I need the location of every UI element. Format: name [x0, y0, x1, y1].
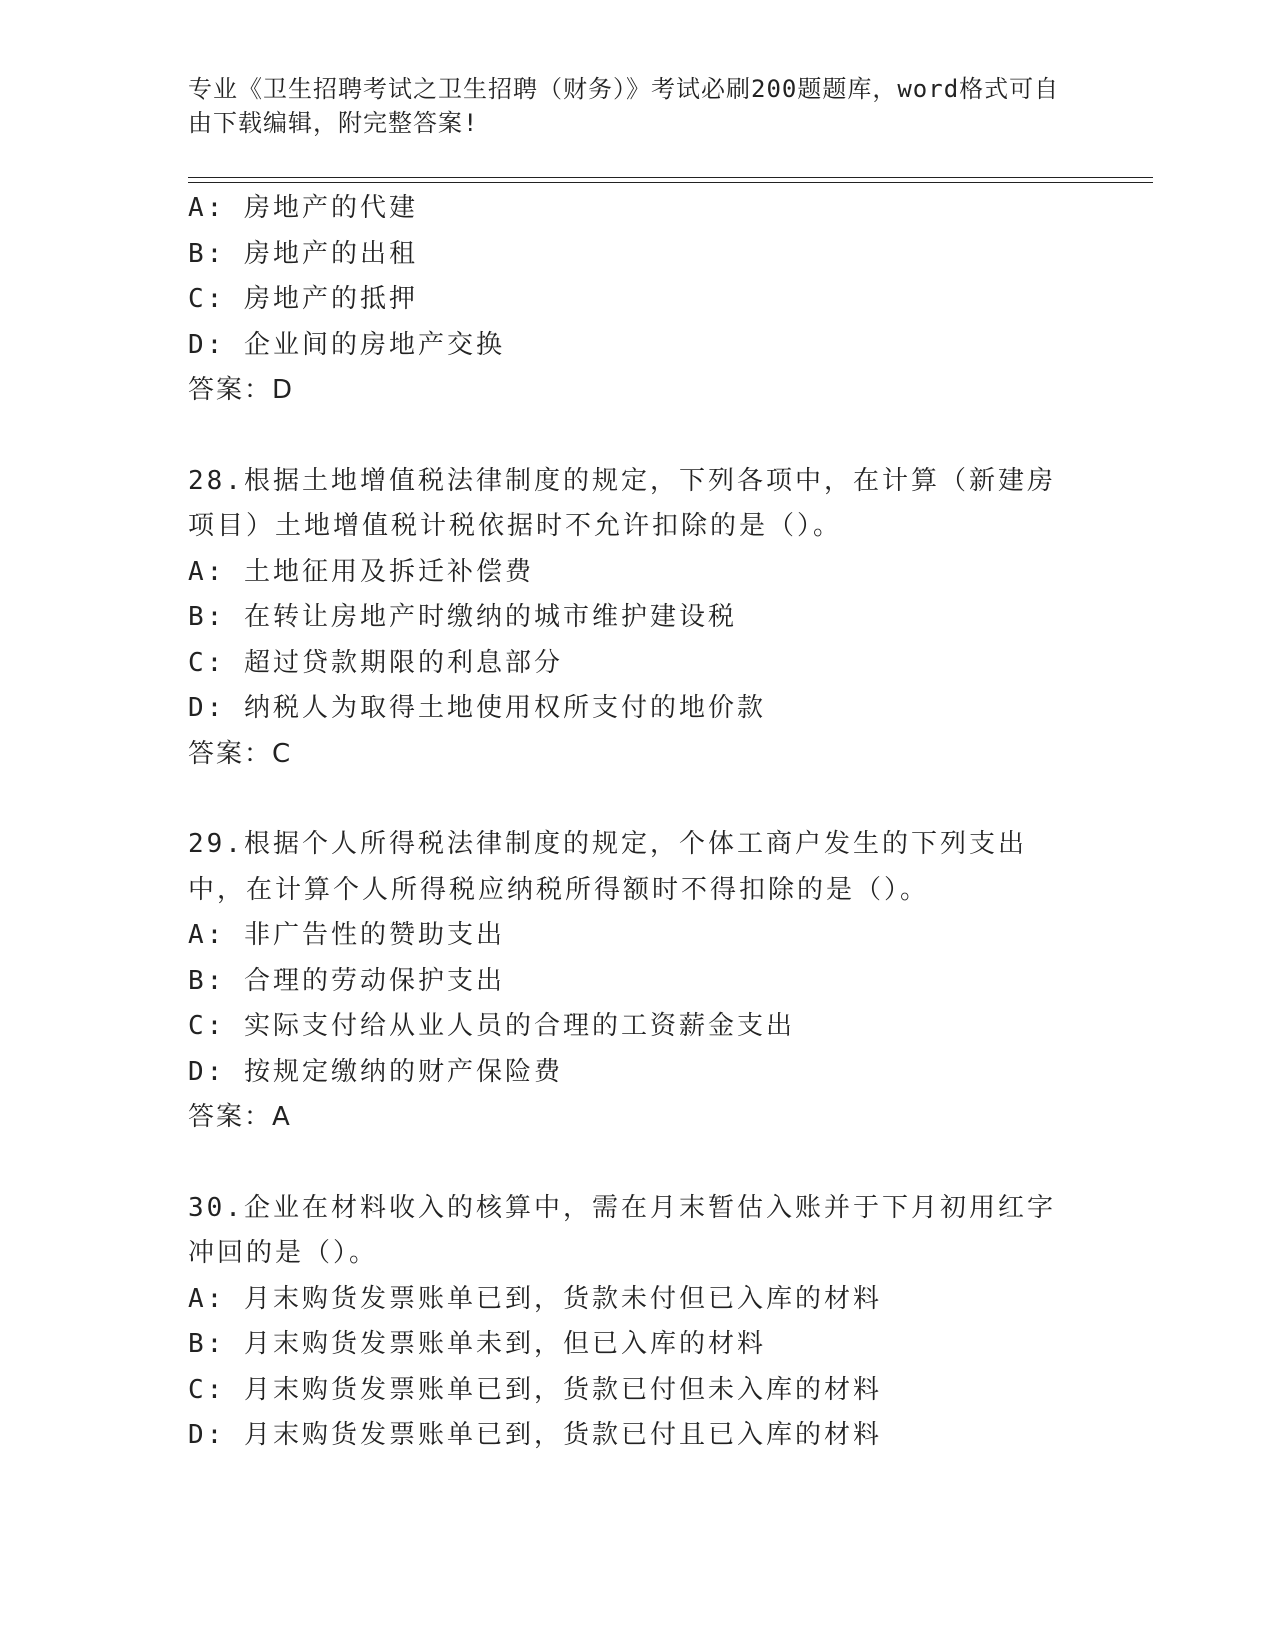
option-c: C: 超过贷款期限的利息部分 — [188, 647, 563, 678]
option-b: B: 房地产的出租 — [188, 238, 418, 269]
answer-line: 答案：C — [188, 738, 293, 769]
answer-line: 答案：A — [188, 1102, 292, 1132]
option-a: A: 房地产的代建 — [188, 193, 418, 223]
spacer — [188, 777, 1108, 822]
question-stem: 30.企业在材料收入的核算中，需在月末暂估入账并于下月初用红字冲回的是（）。 — [188, 1192, 1056, 1268]
spacer — [188, 1141, 1108, 1186]
option-c: C: 实际支付给从业人员的合理的工资薪金支出 — [188, 1011, 795, 1041]
question-27 — [188, 186, 1108, 414]
option-a: A: 土地征用及拆迁补偿费 — [188, 556, 534, 587]
option-d: D: 月末购货发票账单已到，货款已付且已入库的材料 — [188, 1420, 882, 1450]
option-b: B: 月末购货发票账单未到，但已入库的材料 — [188, 1329, 766, 1359]
header-divider-top — [188, 177, 1153, 178]
option-c: C: 月末购货发票账单已到，货款已付但未入库的材料 — [188, 1374, 882, 1405]
option-d: D: 纳税人为取得土地使用权所支付的地价款 — [188, 693, 766, 723]
question-stem: 29.根据个人所得税法律制度的规定，个体工商户发生的下列支出中，在计算个人所得税应纳税所得额时不得扣除的是（）。 — [188, 829, 1027, 905]
option-c: C: 房地产的抵押 — [188, 284, 418, 314]
question-28 — [188, 459, 1108, 778]
question-29 — [188, 822, 1108, 1141]
option-b: B: 合理的劳动保护支出 — [188, 965, 505, 996]
spacer — [188, 414, 1108, 459]
option-b: B: 在转让房地产时缴纳的城市维护建设税 — [188, 602, 737, 632]
header-divider-bottom — [188, 182, 1153, 183]
option-a: A: 月末购货发票账单已到，货款未付但已入库的材料 — [188, 1283, 882, 1314]
option-a: A: 非广告性的赞助支出 — [188, 920, 505, 950]
answer-line: 答案：D — [188, 375, 295, 405]
question-stem: 28.根据土地增值税法律制度的规定，下列各项中，在计算（新建房项目）土地增值税计税依据时不允许扣除的是（）。 — [188, 465, 1056, 541]
document-header: 专业《卫生招聘考试之卫生招聘（财务）》考试必刷200题题库，word格式可自由下载编辑，附完整答案! — [188, 75, 1060, 137]
option-d: D: 企业间的房地产交换 — [188, 329, 505, 360]
question-30 — [188, 1186, 1108, 1459]
question-list — [188, 186, 1108, 1459]
option-d: D: 按规定缴纳的财产保险费 — [188, 1056, 563, 1087]
